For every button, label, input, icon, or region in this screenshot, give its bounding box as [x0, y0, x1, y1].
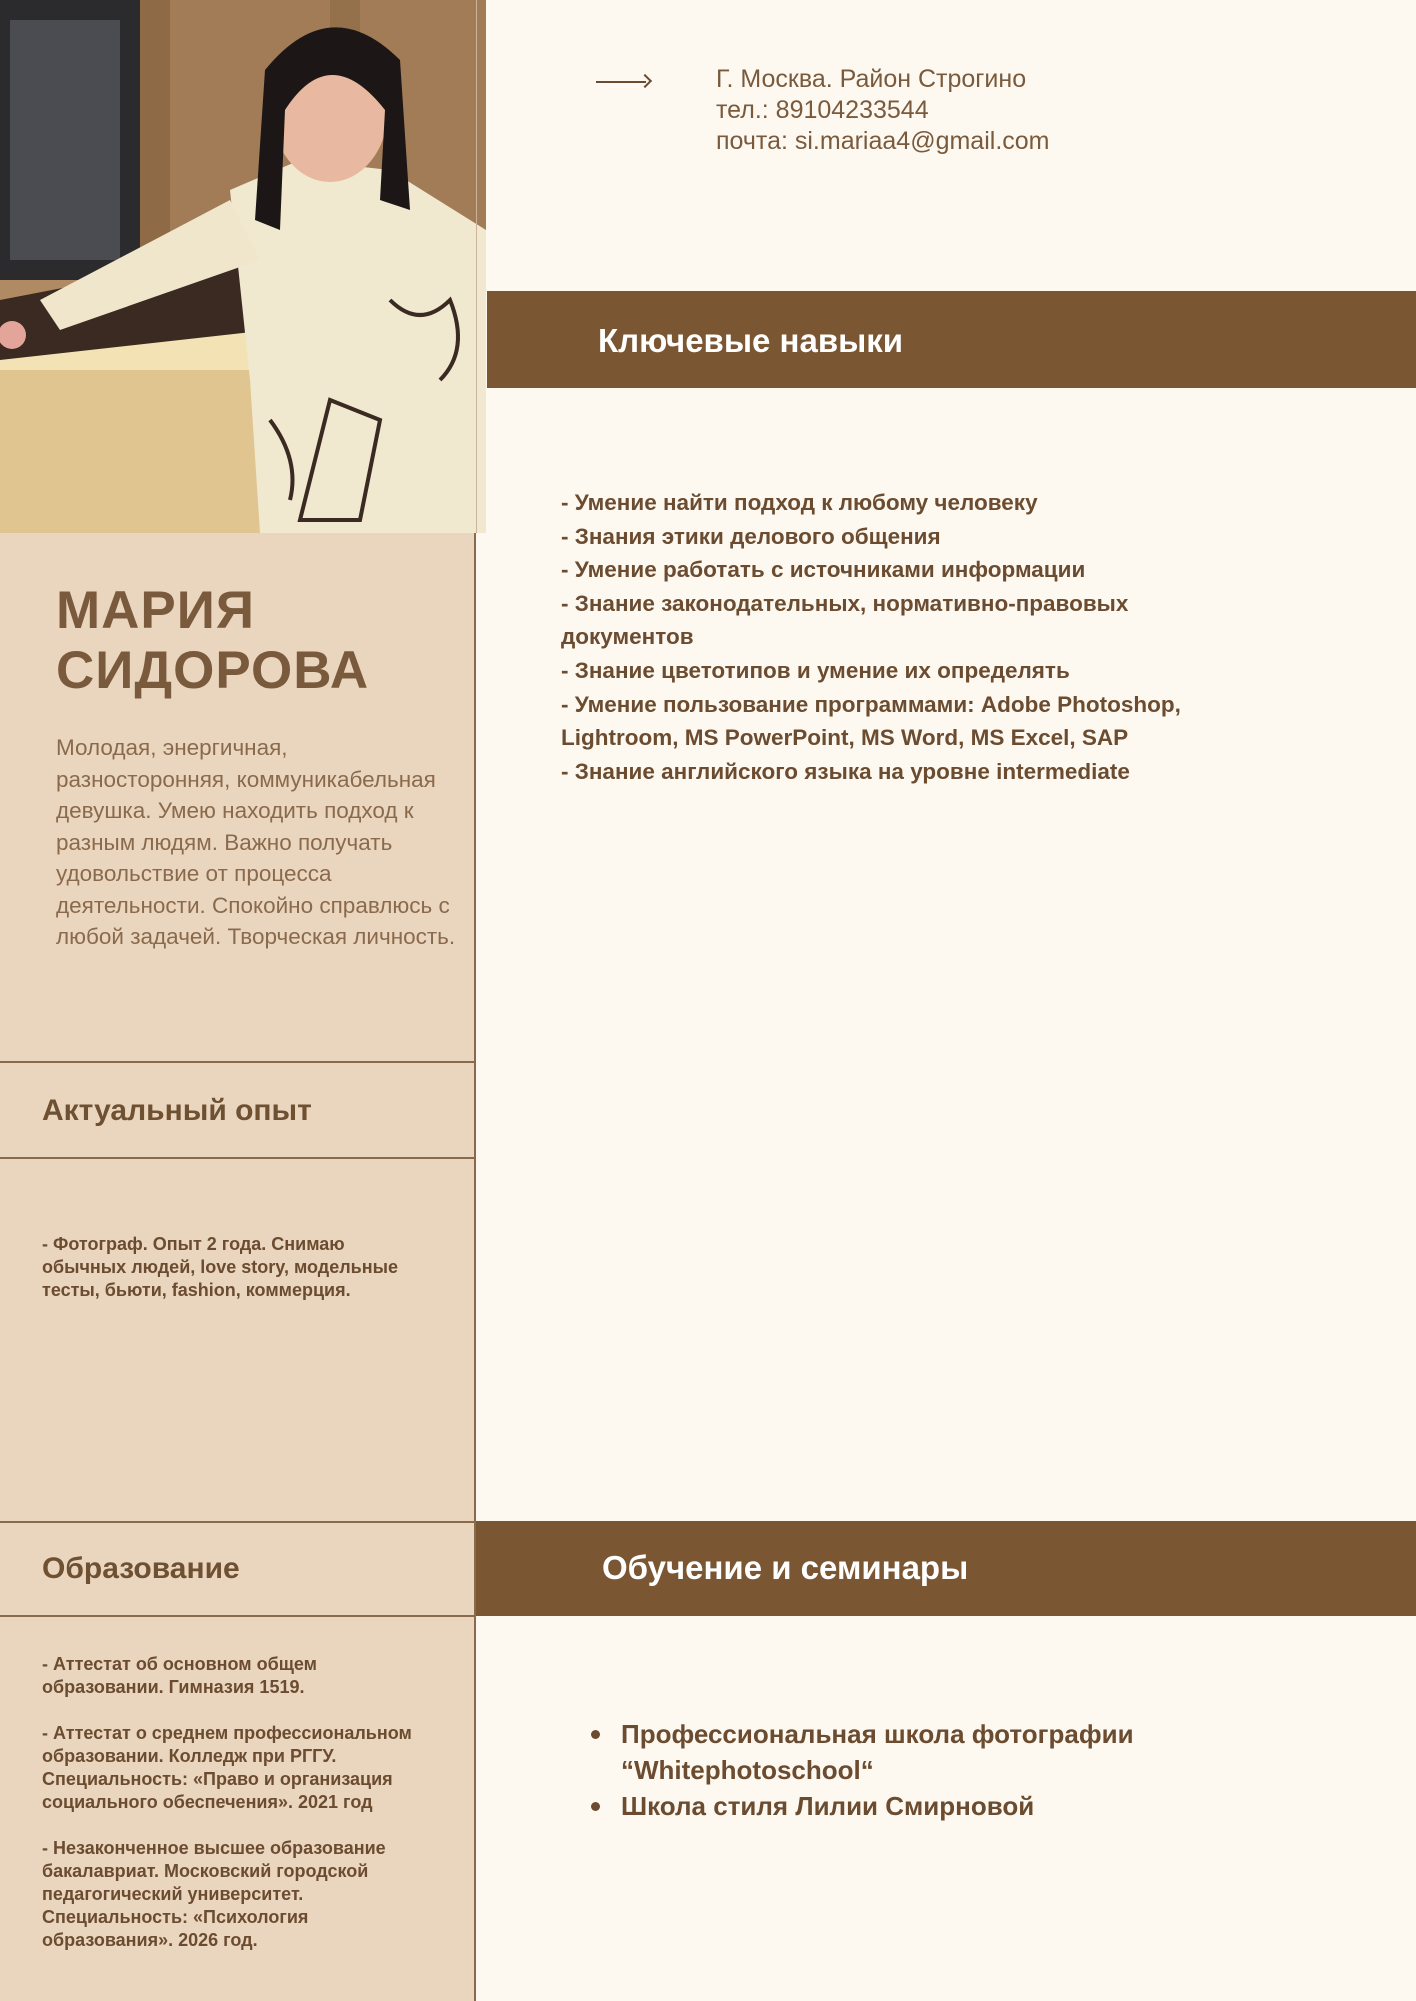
skill-item: - Умение пользование программами: Adobe Photoshop, Lightroom, MS PowerPoint, MS Word, MS Excel, SAP	[561, 691, 1181, 751]
course-item	[591, 1716, 1241, 1788]
education-item: - Аттестат о среднем профессиональном образовании. Колледж при РГГУ. Специальность: «Право и организация социального обеспечения». 2021 год	[42, 1723, 412, 1812]
contact-email[interactable]: почта: si.mariaa4@gmail.com	[716, 127, 1050, 155]
education-title: Образование	[42, 1552, 240, 1585]
divider	[0, 1157, 476, 1159]
photo-divider	[476, 0, 477, 533]
person-name	[56, 581, 369, 701]
courses-title: Обучение и семинары	[602, 1549, 969, 1586]
divider	[0, 1061, 476, 1063]
divider	[0, 1521, 476, 1523]
courses-list	[591, 1716, 1351, 1824]
profile-photo	[0, 0, 486, 533]
bullet-icon	[591, 1802, 600, 1811]
course-label: Школа стиля Лилии Смирновой	[621, 1791, 1035, 1821]
experience-text: - Фотограф. Опыт 2 года. Снимаю обычных людей, love story, модельные тесты, бьюти, fashion, коммерция.	[42, 1234, 398, 1300]
skill-item: - Умение найти подход к любому человеку	[561, 490, 1038, 515]
skills-list	[561, 486, 1361, 788]
name-first: МАРИЯ	[56, 581, 255, 640]
courses-header	[476, 1521, 1416, 1616]
skills-title: Ключевые навыки	[598, 322, 904, 359]
contact-phone[interactable]: тел.: 89104233544	[716, 96, 929, 124]
bullet-icon	[591, 1730, 600, 1739]
skill-item: - Знание законодательных, нормативно-правовых документов	[561, 590, 1129, 650]
skill-item: - Знание английского языка на уровне intermediate	[561, 758, 1130, 784]
course-label: Профессиональная школа фотографии “Whitephotoschool“	[621, 1719, 1134, 1785]
education-list	[42, 1653, 432, 1975]
skills-header	[487, 291, 1416, 388]
education-item: - Незаконченное высшее образование бакалавриат. Московский городской педагогический университет. Специальность: «Психология образования». 2026 год.	[42, 1838, 386, 1950]
skill-item: - Умение работать с источниками информации	[561, 557, 1086, 583]
skill-item: - Знания этики делового общения	[561, 523, 941, 549]
column-divider	[474, 533, 476, 2001]
contact-city: Г. Москва. Район Строгино	[716, 65, 1027, 93]
name-last: СИДОРОВА	[56, 641, 370, 700]
about-text: Молодая, энергичная, разносторонняя, коммуникабельная девушка. Умею находить подход к разным людям. Важно получать удовольствие от процесса деятельности. Спокойно справлюсь с любой задачей. Творческая личность.	[56, 735, 456, 949]
skill-item: - Знание цветотипов и умение их определять	[561, 657, 1070, 683]
course-item	[591, 1788, 1351, 1824]
arrow-right-icon	[596, 80, 652, 84]
experience-title: Актуальный опыт	[42, 1094, 312, 1127]
divider	[0, 1615, 476, 1617]
contact-block	[716, 64, 1050, 157]
education-item: - Аттестат об основном общем образовании. Гимназия 1519.	[42, 1654, 317, 1697]
